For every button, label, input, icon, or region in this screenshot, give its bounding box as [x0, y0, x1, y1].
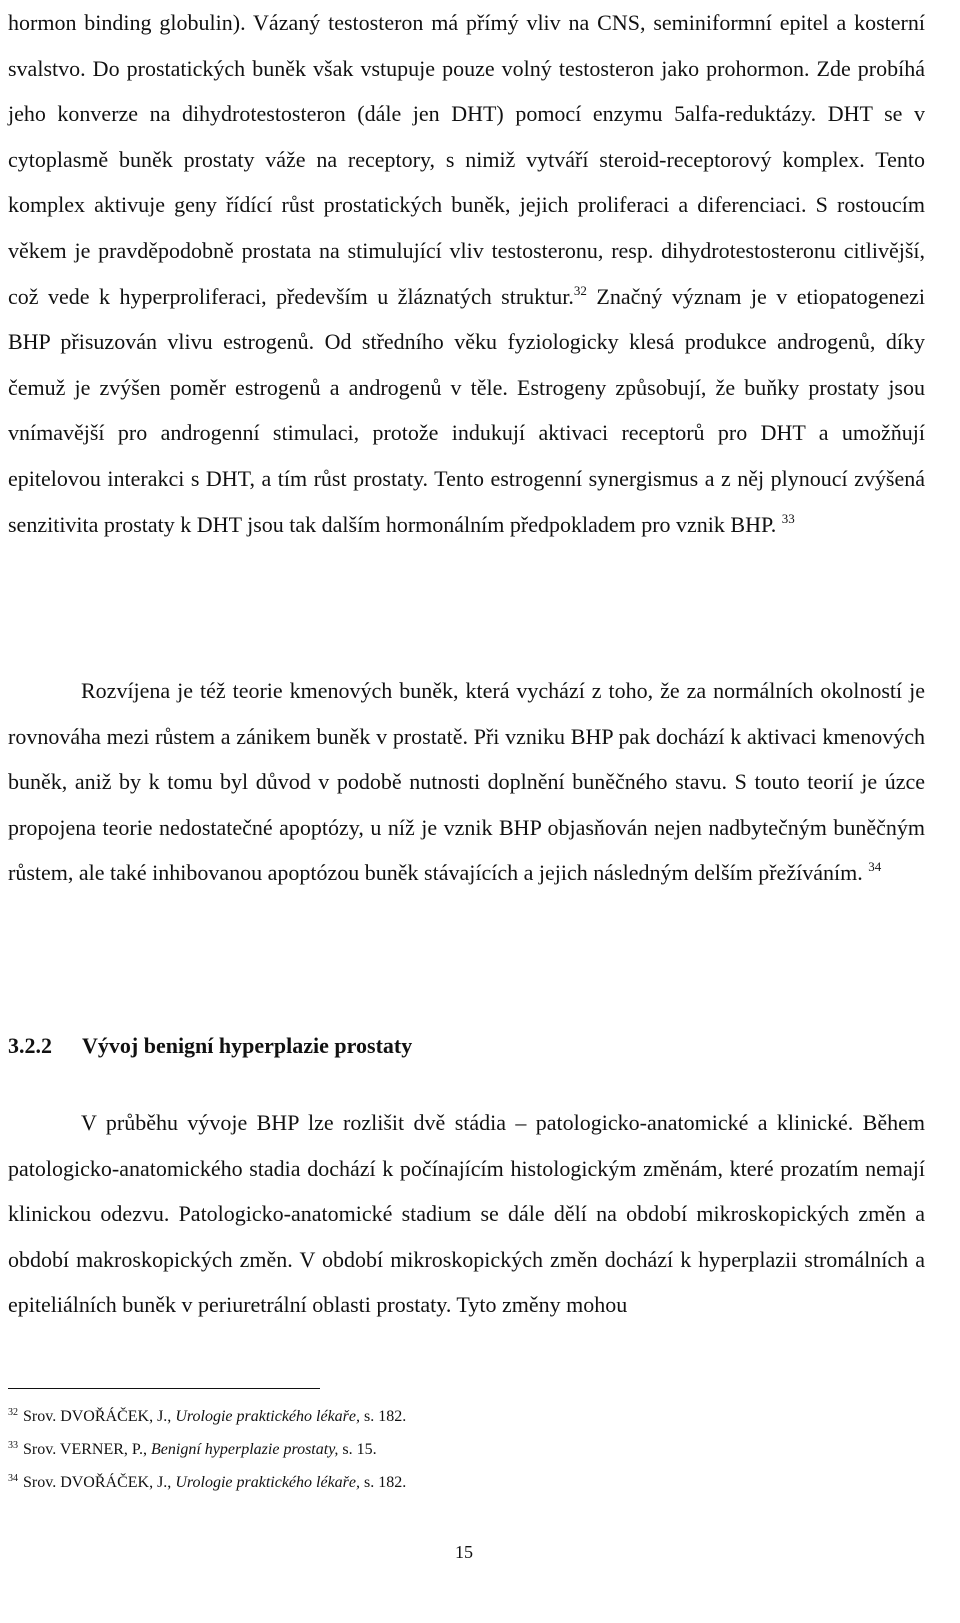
- footnote: [8, 1400, 908, 1433]
- paragraph-text: Rozvíjena je též teorie kmenových buněk, která vychází z toho, že za normálních okolností je rovnováha mezi růstem a zánikem buněk v prostatě. Při vzniku BHP pak dochází k aktivaci kmenových buněk, aniž by k tomu byl důvod v podobě nutnosti doplnění buněčného stavu. S touto teorií je úzce propojena teorie nedostatečné apoptózy, u níž je vznik BHP objasňován nejen nadbytečným buněčným růstem, ale také inhibovanou apoptózou buněk stávajících a jejich následným delším přežíváním.: [8, 678, 925, 886]
- footnote: [8, 1466, 908, 1499]
- paragraph-text: hormon binding globulin). Vázaný testosteron má přímý vliv na CNS, seminiformní epitel a kosterní svalstvo. Do prostatických buněk však vstupuje pouze volný testosteron jako prohormon. Zde probíhá jeho konverze na dihydrotestosteron (dále jen DHT) pomocí enzymu 5alfa-reduktázy. DHT se v cytoplasmě buněk prostaty váže na receptory, s nimiž vytváří steroid-receptorový komplex. Tento komplex aktivuje geny řídící růst prostatických buněk, jejich proliferaci a diferenciaci. S rostoucím věkem je pravděpodobně prostata na stimulující vliv testosteronu, resp. dihydrotestosteronu citlivější, což vede k hyperproliferaci, především u žláznatých struktur.: [8, 10, 925, 309]
- footnote-prefix: Srov. DVOŘÁČEK, J.,: [23, 1408, 176, 1425]
- footnote-number: 32: [8, 1407, 18, 1418]
- footnote-prefix: Srov. VERNER, P.,: [23, 1441, 152, 1458]
- section-heading: [8, 1033, 412, 1059]
- page-number: 15: [455, 1542, 473, 1562]
- footnote-prefix: Srov. DVOŘÁČEK, J.,: [23, 1474, 176, 1491]
- paragraph-text: V průběhu vývoje BHP lze rozlišit dvě stádia – patologicko-anatomické a klinické. Během patologicko-anatomického stadia dochází k počínajícím histologickým změnám, které prozatím nemají klinickou odezvu. Patologicko-anatomické stadium se dále dělí na období mikroskopických změn a období makroskopických změn. V období mikroskopických změn dochází k hyperplazii stromálních a epiteliálních buněk v periuretrální oblasti prostaty. Tyto změny mohou: [8, 1110, 925, 1318]
- footnote-suffix: s. 182.: [360, 1474, 407, 1491]
- footnote: [8, 1433, 908, 1466]
- footnote-title: Urologie praktického lékaře,: [175, 1408, 360, 1425]
- footnote-suffix: s. 15.: [338, 1441, 377, 1458]
- paragraph-text: Značný význam je v etiopatogenezi BHP přisuzován vlivu estrogenů. Od středního věku fyziologicky klesá produkce androgenů, díky čemuž je zvýšen poměr estrogenů a androgenů v těle. Estrogeny způsobují, že buňky prostaty jsou vnímavější pro androgenní stimulaci, protože indukují aktivaci receptorů pro DHT a umožňují epitelovou interakci s DHT, a tím růst prostaty. Tento estrogenní synergismus a z něj plynoucí zvýšená senzitivita prostaty k DHT jsou tak dalším hormonálním předpokladem pro vznik BHP.: [8, 283, 925, 537]
- footnote-number: 33: [8, 1440, 18, 1451]
- footnote-title: Urologie praktického lékaře,: [175, 1474, 360, 1491]
- section-title: Vývoj benigní hyperplazie prostaty: [82, 1033, 413, 1058]
- body-paragraph: [8, 0, 925, 547]
- footnote-reference[interactable]: 34: [868, 859, 882, 875]
- body-paragraph: [8, 1100, 925, 1328]
- footnote-suffix: s. 182.: [360, 1408, 407, 1425]
- section-number: 3.2.2: [8, 1033, 52, 1058]
- footnote-reference[interactable]: 32: [573, 282, 587, 298]
- footnotes: [8, 1400, 908, 1499]
- footnote-reference[interactable]: 33: [781, 510, 795, 526]
- footnote-number: 34: [8, 1473, 18, 1484]
- body-paragraph: [8, 668, 925, 896]
- footnote-separator: [8, 1388, 320, 1389]
- footnote-title: Benigní hyperplazie prostaty,: [151, 1441, 339, 1458]
